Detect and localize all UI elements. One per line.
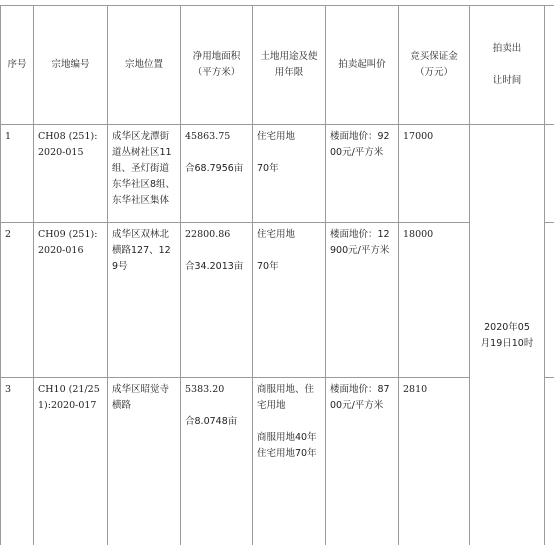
- cell-auction-time: 2020年05月19日10时: [470, 125, 545, 545]
- area-sqm: 5383.20: [185, 384, 225, 395]
- header-auction-time-line1: 拍卖出: [492, 43, 522, 54]
- cell-deposit: 2810: [399, 378, 470, 545]
- header-extra-column: [545, 6, 554, 125]
- cell-code: CH08 (251):2020-015: [34, 125, 108, 223]
- use-years: 70年: [257, 163, 279, 174]
- cell-extra: [545, 125, 554, 223]
- cell-location: 成华区双林北横路127、129号: [108, 223, 181, 378]
- use-years: 商服用地40年 住宅用地70年: [257, 432, 317, 459]
- header-deposit: 竞买保证金（万元）: [399, 6, 470, 125]
- cell-location: 成华区昭觉寺横路: [108, 378, 181, 545]
- use-years: 70年: [257, 261, 279, 272]
- cell-deposit: 18000: [399, 223, 470, 378]
- header-code: 宗地编号: [34, 6, 108, 125]
- land-use: 住宅用地: [257, 131, 296, 142]
- cell-area: [181, 125, 253, 223]
- land-use: 商服用地、住宅用地: [257, 384, 315, 411]
- area-sqm: 22800.86: [185, 229, 231, 240]
- area-mu: 合8.0748亩: [185, 416, 238, 427]
- cell-seq: 1: [1, 125, 34, 223]
- header-area: 净用地面积（平方米）: [181, 6, 253, 125]
- cell-extra: [545, 378, 554, 545]
- area-mu: 合34.2013亩: [185, 261, 244, 272]
- header-location: 宗地位置: [108, 6, 181, 125]
- cell-code: CH09 (251):2020-016: [34, 223, 108, 378]
- cell-usage: [253, 378, 326, 545]
- cell-start-price: 楼面地价：8700元/平方米: [326, 378, 399, 545]
- cell-usage: [253, 125, 326, 223]
- cell-start-price: 楼面地价：12900元/平方米: [326, 223, 399, 378]
- cell-deposit: 17000: [399, 125, 470, 223]
- cell-extra: [545, 223, 554, 378]
- header-row: [1, 6, 554, 125]
- cell-code: CH10 (21/251):2020-017: [34, 378, 108, 545]
- cell-usage: [253, 223, 326, 378]
- area-mu: 合68.7956亩: [185, 163, 244, 174]
- cell-area: [181, 378, 253, 545]
- cell-seq: 3: [1, 378, 34, 545]
- header-seq: 序号: [1, 6, 34, 125]
- cell-start-price: 楼面地价：9200元/平方米: [326, 125, 399, 223]
- area-sqm: 45863.75: [185, 131, 231, 142]
- cell-location: 成华区龙潭街道丛树社区11组、圣灯街道东华社区8组、东华社区集体: [108, 125, 181, 223]
- cell-seq: 2: [1, 223, 34, 378]
- table-row: [1, 125, 554, 223]
- header-auction-time-line2: 让时间: [492, 75, 522, 86]
- header-usage: 土地用途及使用年限: [253, 6, 326, 125]
- land-auction-table: [0, 5, 554, 545]
- land-use: 住宅用地: [257, 229, 296, 240]
- cell-area: [181, 223, 253, 378]
- header-auction-time: [470, 6, 545, 125]
- header-start-price: 拍卖起叫价: [326, 6, 399, 125]
